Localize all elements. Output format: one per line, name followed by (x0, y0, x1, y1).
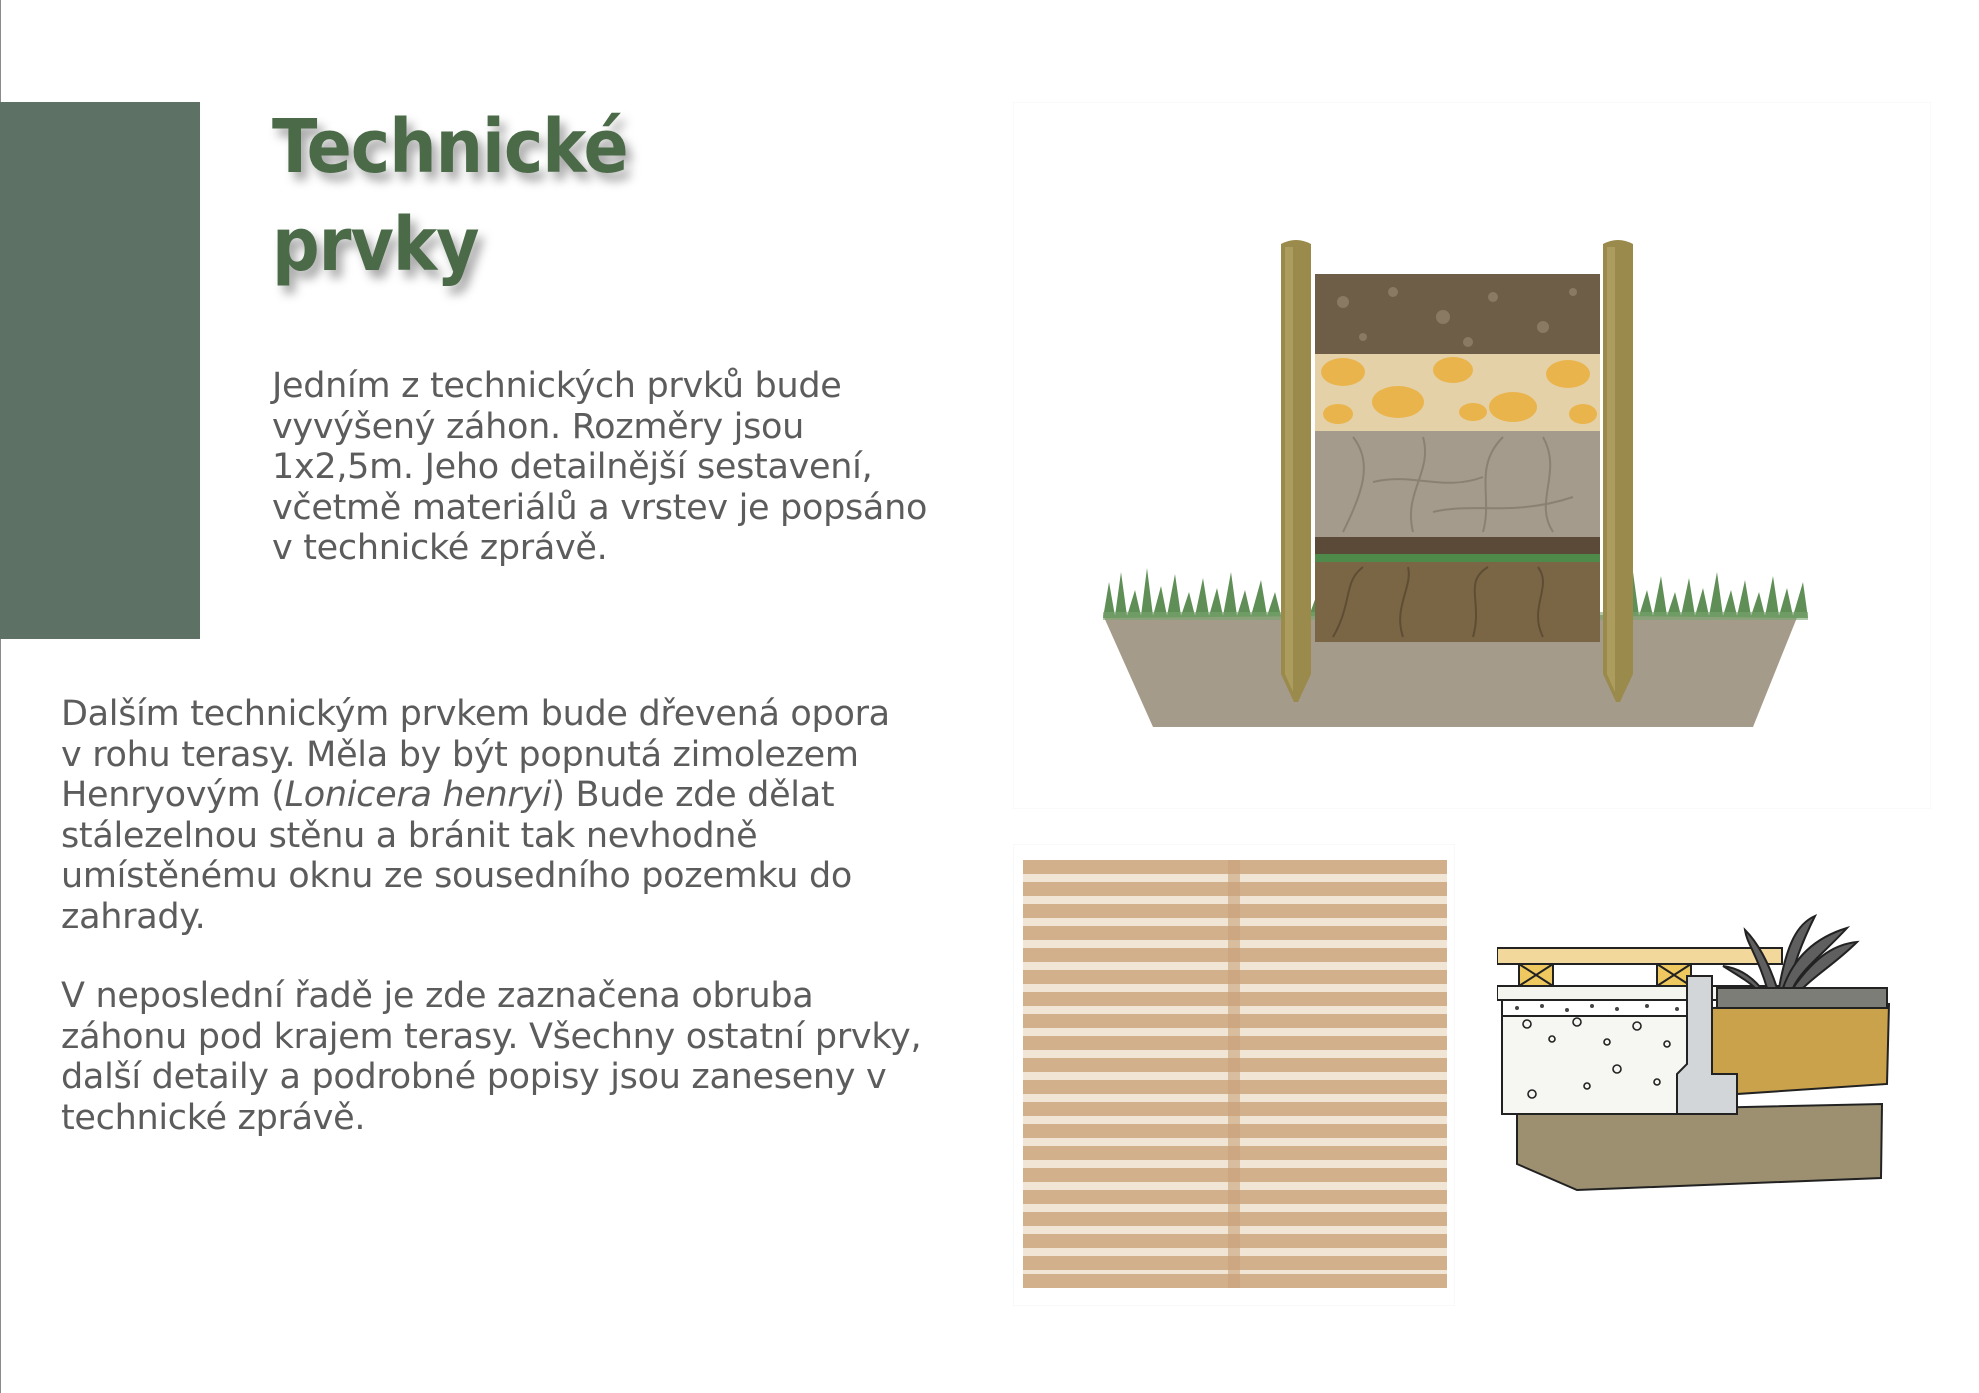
intro-line: včetmě materiálů a vrstev je popsáno (272, 487, 928, 528)
border-line: záhonu pod krajem terasy. Všechny ostatní prvky, (61, 1016, 922, 1057)
page-title (272, 98, 628, 294)
accent-block (0, 102, 200, 639)
raised-bed-illustration (1013, 102, 1931, 809)
support-line: stálezelnou stěnu a bránit tak nevhodně (61, 815, 758, 856)
title-line-2: prvky (272, 202, 479, 288)
support-line: umístěnému oknu ze sousedního pozemku do (61, 856, 853, 896)
support-line (61, 775, 890, 816)
intro-line: vyvýšený záhon. Rozměry jsou (272, 406, 805, 447)
support-paragraph (61, 694, 890, 937)
intro-line: 1x2,5m. Jeho detailnější sestavení, (272, 447, 873, 487)
border-line: V neposlední řadě je zde zaznačena obruba (61, 976, 814, 1016)
border-line: další detaily a podrobné popisy jsou zaneseny v (61, 1057, 887, 1097)
border-paragraph (61, 976, 921, 1138)
border-line: technické zprávě. (61, 1097, 366, 1138)
support-text: Henryovým ( (61, 775, 285, 815)
edging-illustration (1497, 904, 1917, 1204)
title-line-1: Technické (272, 104, 628, 190)
intro-paragraph (272, 366, 927, 569)
support-line: v rohu terasy. Měla by být popnutá zimolezem (61, 734, 859, 775)
trellis-illustration (1013, 844, 1455, 1306)
support-line: Dalším technickým prvkem bude dřevená opora (61, 694, 890, 734)
support-text: ) Bude zde dělat (551, 775, 835, 815)
intro-line: v technické zprávě. (272, 528, 608, 568)
support-line: zahrady. (61, 896, 206, 937)
species-name: Lonicera henryi (284, 775, 552, 815)
intro-line: Jedním z technických prvků bude (272, 366, 842, 406)
